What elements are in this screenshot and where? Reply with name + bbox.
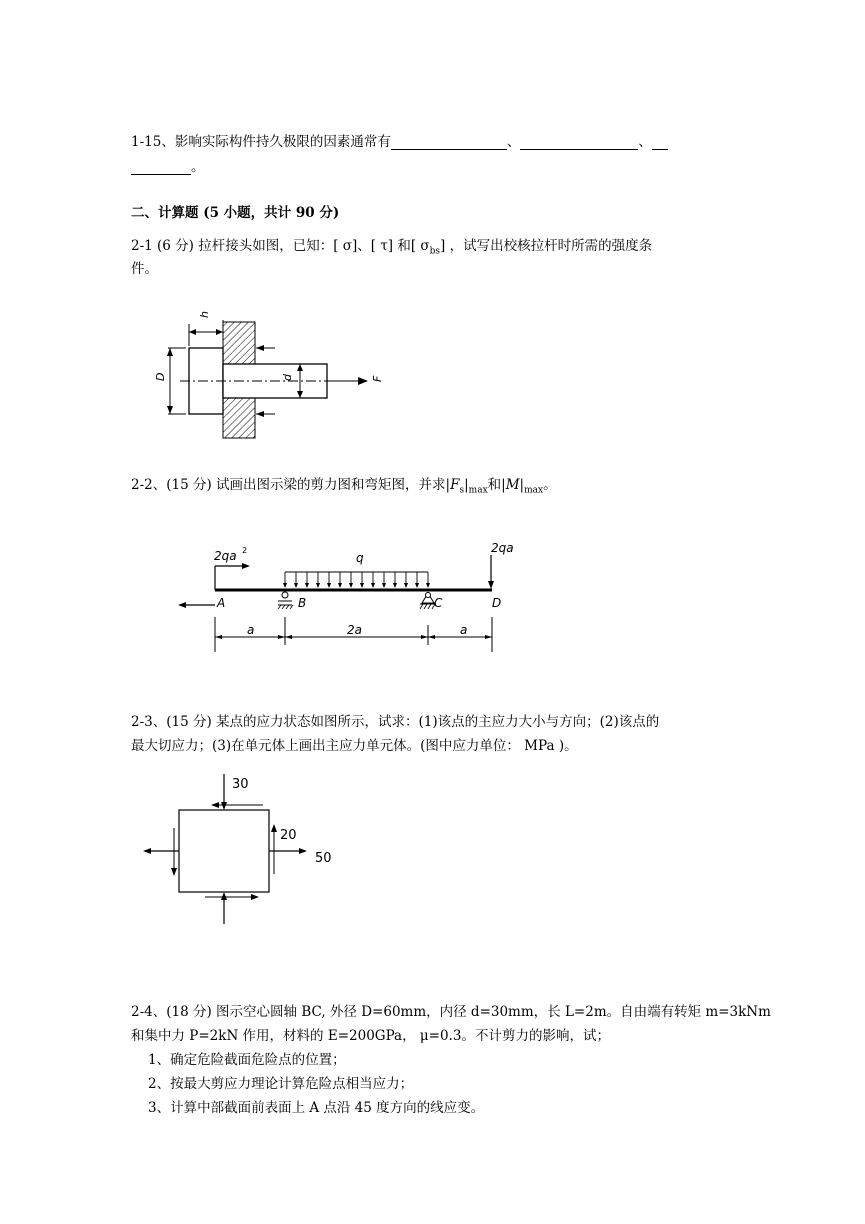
question-1-15-text: 1-15、影响实际构件持久极限的因素通常有: [131, 134, 391, 150]
beam-figure: [170, 535, 530, 664]
dimension-a-1: a: [247, 623, 255, 637]
question-2-3-line1: 2-3、(15 分) 某点的应力状态如图所示，试求：(1)该点的主应力大小与方向；(2)该点的: [131, 714, 660, 730]
subscript-bs: bs: [429, 246, 441, 257]
answer-blank-3a: [652, 148, 668, 150]
question-2-4-item-2: 2、按最大剪应力理论计算危险点相当应力；: [148, 1076, 414, 1092]
question-2-1-text-a: 2-1 (6 分) 拉杆接头如图，已知：[ σ]、[ τ] 和[ σ: [131, 238, 430, 254]
point-label-C: C: [434, 596, 443, 610]
force-label-F: F: [371, 375, 384, 382]
separator: 、: [506, 134, 521, 150]
shear-force-symbol: F: [450, 477, 460, 493]
question-2-4-line1: 2-4、(18 分) 图示空心圆轴 BC, 外径 D=60mm，内径 d=30mm，长 L=2m。自由端有转矩 m=3kNm: [131, 1004, 771, 1020]
subscript-max: max: [524, 485, 544, 496]
answer-blank-2: [520, 148, 638, 150]
point-label-B: B: [298, 596, 307, 610]
question-1-15-line1: [131, 130, 668, 150]
question-2-4-item-3: 3、计算中部截面前表面上 A 点沿 45 度方向的线应变。: [148, 1100, 485, 1116]
dimension-a-2: a: [460, 623, 468, 637]
moment-label: 2qa: [214, 549, 237, 563]
tie-rod-joint-figure: [140, 310, 400, 449]
subscript-max: max: [468, 485, 488, 496]
question-2-2-text: 2-2、(15 分) 试画出图示梁的剪力图和弯矩图，并求: [131, 477, 446, 493]
dimension-label-d: d: [281, 374, 294, 381]
period: 。: [191, 159, 205, 175]
question-2-4-line2: 和集中力 P=2kN 作用，材料的 E=200GPa， μ=0.3。不计剪力的影响，试；: [131, 1028, 610, 1044]
moment-symbol: M: [505, 477, 520, 493]
question-2-1-text-b: ] ，试写出校核拉杆时所需的强度条: [440, 238, 653, 254]
section-heading: 二、计算题 (5 小题，共计 90 分): [131, 205, 340, 221]
subscript-s: s: [459, 485, 465, 496]
moment-label-sup: 2: [242, 546, 248, 555]
dimension-label-D: D: [154, 372, 167, 381]
stress-label-20: 20: [280, 828, 297, 843]
stress-label-50: 50: [315, 851, 332, 866]
question-2-4-item-1: 1、确定危险截面危险点的位置；: [148, 1052, 346, 1068]
question-2-1-line2: 件。: [131, 261, 158, 277]
dimension-label-h: h: [198, 311, 211, 318]
abs-bar: |: [445, 477, 451, 493]
separator: 、: [638, 134, 652, 150]
point-label-D: D: [492, 596, 502, 610]
conjunction: 和: [487, 477, 502, 493]
abs-bar: |: [519, 477, 525, 493]
abs-bar: |: [501, 477, 506, 493]
force-label-D: 2qa: [491, 541, 514, 555]
abs-bar: |: [464, 477, 469, 493]
answer-blank-3b: [131, 173, 191, 175]
dimension-2a: 2a: [347, 623, 362, 637]
stress-element-figure: [135, 768, 345, 932]
question-2-3-line2: 最大切应力；(3)在单元体上画出主应力单元体。(图中应力单位： MPa )。: [131, 738, 578, 754]
question-1-15-line2: [131, 155, 205, 175]
stress-element-square: [179, 810, 269, 892]
answer-blank-1: [391, 148, 507, 150]
question-2-1-line1: [131, 234, 652, 257]
stress-label-30: 30: [232, 777, 249, 792]
question-2-2-line: [131, 473, 557, 496]
load-label-q: q: [356, 551, 364, 565]
period: 。: [543, 477, 557, 493]
point-label-A: A: [217, 596, 226, 610]
